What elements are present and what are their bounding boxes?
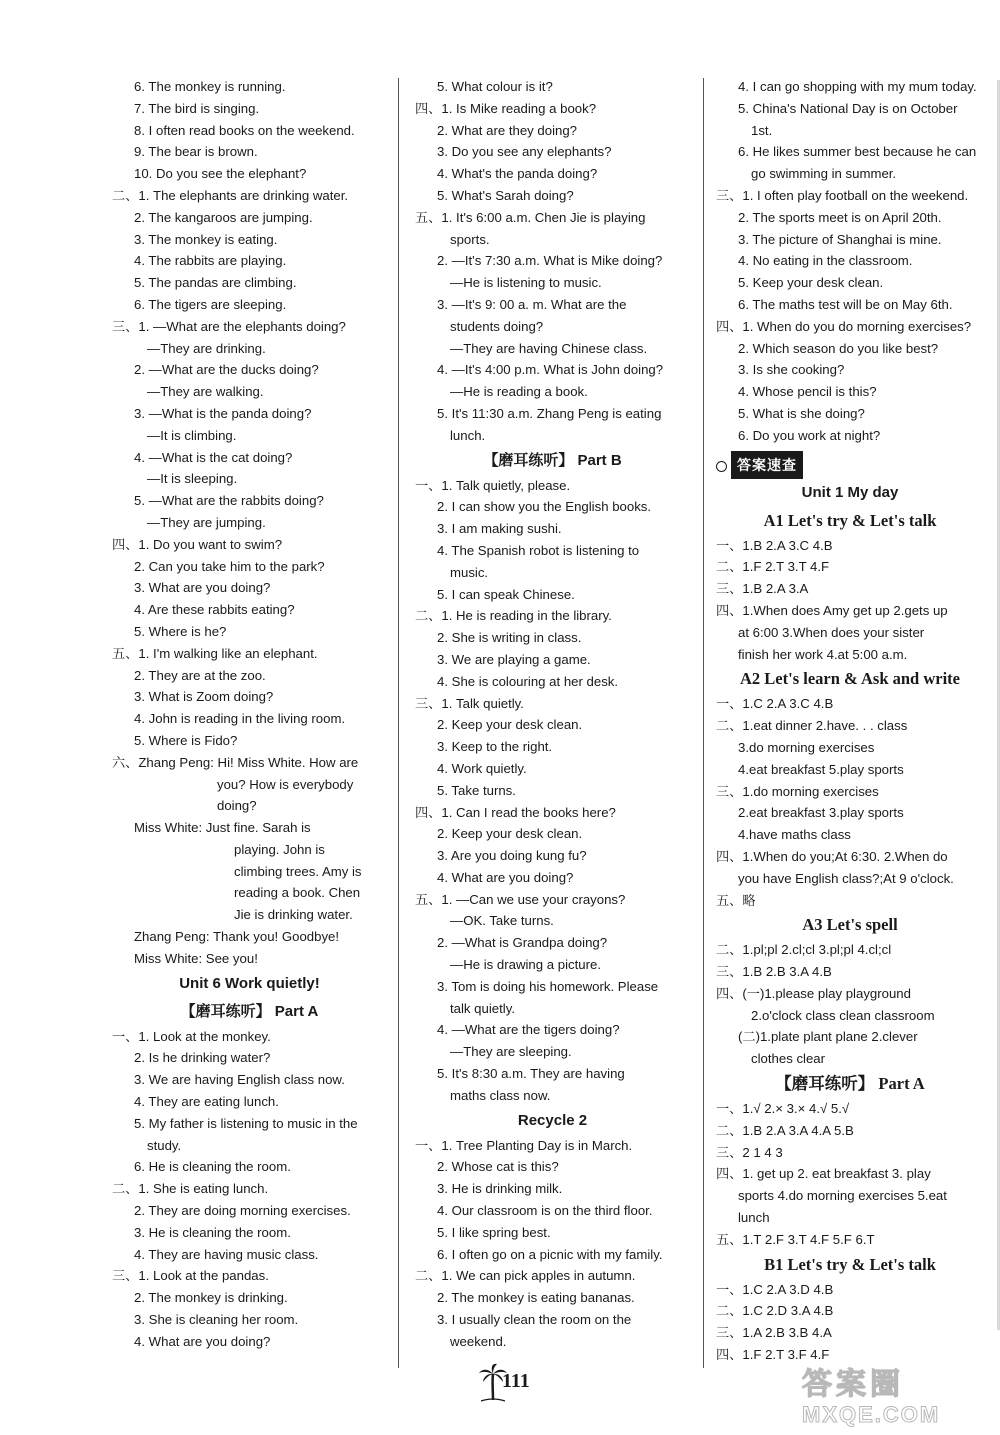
answer-line: 二、1.C 2.D 3.A 4.B: [716, 1303, 834, 1319]
answer-line: 二、1. He is reading in the library.: [415, 608, 612, 624]
answer-line: 6. The tigers are sleeping.: [134, 296, 287, 312]
answer-line: sports.: [450, 231, 490, 247]
answer-line: 5. It's 11:30 a.m. Zhang Peng is eating: [437, 405, 662, 421]
answer-line: 5. What colour is it?: [437, 79, 553, 94]
answer-line: 4. What are you doing?: [134, 1333, 271, 1349]
answer-line: 四、1. Do you want to swim?: [112, 536, 283, 552]
answer-line: 4. The rabbits are playing.: [134, 253, 287, 269]
page-number: 111: [502, 1370, 530, 1392]
answer-column-left: [112, 76, 387, 1353]
answer-line: 一、1. Talk quietly, please.: [415, 477, 571, 493]
answer-line: 3. We are having English class now.: [134, 1072, 345, 1088]
answer-line: go swimming in summer.: [751, 166, 897, 182]
answer-line: 三、1. —What are the elephants doing?: [112, 318, 346, 334]
answer-line: Miss White: See you!: [134, 950, 258, 966]
answer-line: —They are drinking.: [147, 340, 266, 356]
answer-line: 3. —It's 9: 00 a. m. What are the: [437, 296, 627, 312]
answer-line: —He is drawing a picture.: [450, 957, 601, 973]
answer-line: 1st.: [751, 122, 773, 138]
answer-line: 5. The pandas are climbing.: [134, 275, 297, 291]
answer-line: 四、1. get up 2. eat breakfast 3. play: [716, 1166, 931, 1182]
answer-line: study.: [147, 1137, 182, 1153]
answer-line: 5. It's 8:30 a.m. They are having: [437, 1066, 625, 1082]
answer-line: 2.eat breakfast 3.play sports: [738, 805, 904, 821]
answer-line: 10. Do you see the elephant?: [134, 166, 307, 182]
answer-line: —They are sleeping.: [450, 1044, 572, 1060]
answer-line: 2. The sports meet is on April 20th.: [738, 209, 942, 225]
answer-line: 3. I am making sushi.: [437, 521, 562, 537]
answer-line: talk quietly.: [450, 1000, 515, 1016]
section-heading: A3 Let's spell: [802, 915, 898, 935]
answer-line: students doing?: [450, 318, 544, 334]
answer-line: 4. —What are the tigers doing?: [437, 1022, 620, 1038]
answer-line: Zhang Peng: Thank you! Goodbye!: [134, 929, 340, 945]
answer-line: 4. No eating in the classroom.: [738, 253, 913, 269]
answer-line: 6. He likes summer best because he can: [738, 144, 977, 160]
answer-line: 一、1.C 2.A 3.C 4.B: [716, 696, 834, 712]
answer-line: weekend.: [450, 1333, 507, 1349]
answer-line: climbing trees. Amy is: [234, 863, 362, 879]
answer-line: 五、1.T 2.F 3.T 4.F 5.F 6.T: [716, 1231, 875, 1247]
answer-line: 二、1. We can pick apples in autumn.: [415, 1268, 636, 1284]
section-heading: A1 Let's try & Let's talk: [763, 510, 937, 530]
answer-line: 四、1. Can I read the books here?: [415, 804, 616, 820]
answer-line: 四、1. When do you do morning exercises?: [716, 318, 972, 334]
section-heading: 【磨耳练听】 Part A: [180, 1002, 319, 1020]
answer-key-label: 答案速查: [731, 451, 803, 479]
answer-line: 3. The monkey is eating.: [134, 231, 278, 247]
answer-line: 2. She is writing in class.: [437, 630, 582, 646]
answer-line: 一、1.C 2.A 3.D 4.B: [716, 1281, 834, 1297]
answer-line: 4. The Spanish robot is listening to: [437, 542, 640, 558]
answer-line: 5. What is she doing?: [738, 405, 865, 421]
answer-line: doing?: [217, 798, 257, 814]
answer-line: music.: [450, 564, 489, 580]
answer-line: 4. Work quietly.: [437, 760, 527, 776]
answer-line: 4. They are eating lunch.: [134, 1094, 279, 1110]
answer-line: 三、1. Look at the pandas.: [112, 1268, 269, 1284]
answer-line: 5. Where is Fido?: [134, 732, 238, 748]
magnifier-icon: [716, 461, 727, 472]
answer-line: 3. —What is the panda doing?: [134, 405, 312, 421]
answer-line: 三、1.B 2.A 3.A: [716, 581, 809, 597]
answer-line: 5. My father is listening to music in the: [134, 1115, 358, 1131]
answer-line: 三、1. I often play football on the weekend.: [716, 187, 969, 203]
answer-line: reading a book. Chen: [234, 885, 361, 901]
answer-line: 4. She is colouring at her desk.: [437, 673, 619, 689]
answer-line: 4. Whose pencil is this?: [738, 384, 877, 400]
answer-line: 2. —It's 7:30 a.m. What is Mike doing?: [437, 253, 663, 269]
answer-line: 2. Which season do you like best?: [738, 340, 939, 356]
answer-line: 2. The monkey is drinking.: [134, 1290, 288, 1306]
answer-line: 2. What are they doing?: [437, 122, 578, 138]
answer-line: 9. The bear is brown.: [134, 144, 258, 160]
answer-line: 7. The bird is singing.: [134, 100, 260, 116]
section-heading: A2 Let's learn & Ask and write: [740, 669, 960, 689]
section-heading: Unit 6 Work quietly!: [179, 974, 320, 992]
answer-line: clothes clear: [751, 1051, 826, 1067]
answer-line: 六、Zhang Peng: Hi! Miss White. How are: [112, 754, 359, 770]
answer-line: 6. He is cleaning the room.: [134, 1159, 291, 1175]
answer-line: maths class now.: [450, 1087, 551, 1103]
answer-line: 五、1. —Can we use your crayons?: [415, 891, 626, 907]
answer-line: 3. What are you doing?: [134, 580, 271, 596]
column-divider: [398, 78, 399, 1368]
answer-line: 4. What's the panda doing?: [437, 166, 598, 182]
section-heading: Unit 1 My day: [801, 483, 899, 501]
answer-line: —OK. Take turns.: [450, 913, 554, 929]
answer-line: 一、1. Tree Planting Day is in March.: [415, 1137, 633, 1153]
answer-line: 4. John is reading in the living room.: [134, 711, 346, 727]
answer-line: 2. Can you take him to the park?: [134, 558, 325, 574]
answer-key-heading: [716, 451, 984, 479]
answer-line: 2. —What are the ducks doing?: [134, 362, 319, 378]
answer-line: 四、1.When do you;At 6:30. 2.When do: [716, 848, 948, 864]
answer-line: 三、1.do morning exercises: [716, 783, 879, 799]
answer-line: 8. I often read books on the weekend.: [134, 122, 355, 138]
answer-line: 2. —What is Grandpa doing?: [437, 935, 608, 951]
answer-line: 一、1.B 2.A 3.C 4.B: [716, 537, 833, 553]
answer-line: you? How is everybody: [217, 776, 354, 792]
answer-column-middle: [415, 76, 690, 1353]
answer-line: 五、1. It's 6:00 a.m. Chen Jie is playing: [415, 209, 646, 225]
answer-line: 5. China's National Day is on October: [738, 100, 958, 116]
answer-line: finish her work 4.at 5:00 a.m.: [738, 646, 908, 662]
answer-line: 4. They are having music class.: [134, 1246, 319, 1262]
answer-line: —They are having Chinese class.: [450, 340, 648, 356]
answer-line: Jie is drinking water.: [234, 907, 353, 923]
answer-line: 4. —It's 4:00 p.m. What is John doing?: [437, 362, 664, 378]
answer-line: —It is climbing.: [147, 427, 237, 443]
answer-line: 四、1. Is Mike reading a book?: [415, 100, 597, 116]
section-heading: B1 Let's try & Let's talk: [764, 1254, 936, 1274]
answer-line: 3. What is Zoom doing?: [134, 689, 274, 705]
answer-line: Miss White: Just fine. Sarah is: [134, 820, 311, 836]
answer-line: 5. Where is he?: [134, 623, 227, 639]
answer-line: 一、1.√ 2.× 3.× 4.√ 5.√: [716, 1101, 850, 1117]
answer-line: playing. John is: [234, 841, 325, 857]
answer-line: 二、1. The elephants are drinking water.: [112, 187, 349, 203]
watermark-url-text: MXQE.COM: [802, 1402, 941, 1427]
answer-line: 四、(一)1.please play playground: [716, 985, 911, 1001]
answer-line: —He is reading a book.: [450, 384, 588, 400]
answer-line: 三、1.A 2.B 3.B 4.A: [716, 1325, 832, 1341]
answer-line: 5. I can speak Chinese.: [437, 586, 575, 602]
answer-line: 二、1.eat dinner 2.have. . . class: [716, 718, 908, 734]
answer-line: 二、1.F 2.T 3.T 4.F: [716, 559, 830, 575]
answer-line: 二、1.pl;pl 2.cl;cl 3.pl;pl 4.cl;cl: [716, 942, 892, 958]
column-divider: [703, 78, 704, 1368]
answer-line: lunch: [738, 1210, 770, 1226]
answer-line: 三、1. Talk quietly.: [415, 695, 524, 711]
answer-line: 2. Keep your desk clean.: [437, 826, 583, 842]
answer-line: 5. I like spring best.: [437, 1224, 551, 1240]
answer-line: 3. Keep to the right.: [437, 739, 553, 755]
answer-column-right: [716, 76, 984, 1366]
answer-line: 2. I can show you the English books.: [437, 499, 652, 515]
watermark-logo-text: 答案圈: [802, 1368, 904, 1401]
answer-line: 3. He is cleaning the room.: [134, 1224, 291, 1240]
answer-line: 3. Are you doing kung fu?: [437, 848, 587, 864]
answer-line: 2. They are at the zoo.: [134, 667, 266, 683]
answer-line: 6. Do you work at night?: [738, 427, 881, 443]
answer-line: 三、2 1 4 3: [716, 1144, 783, 1160]
answer-line: 五、1. I'm walking like an elephant.: [112, 645, 318, 661]
answer-line: 3.do morning exercises: [738, 739, 875, 755]
answer-line: 四、1.When does Amy get up 2.gets up: [716, 602, 948, 618]
answer-line: 3. Tom is doing his homework. Please: [437, 978, 659, 994]
answer-line: 一、1. Look at the monkey.: [112, 1028, 271, 1044]
answer-line: 2.o'clock class clean classroom: [751, 1007, 935, 1023]
answer-line: at 6:00 3.When does your sister: [738, 624, 925, 640]
answer-line: 五、略: [716, 892, 756, 908]
section-heading: Recycle 2: [517, 1111, 588, 1129]
answer-line: 6. The monkey is running.: [134, 79, 286, 94]
answer-line: sports 4.do morning exercises 5.eat: [738, 1188, 947, 1204]
answer-line: 3. He is drinking milk.: [437, 1181, 563, 1197]
answer-line: 三、1.B 2.B 3.A 4.B: [716, 964, 832, 980]
answer-line: 3. Is she cooking?: [738, 362, 845, 378]
answer-line: 5. Keep your desk clean.: [738, 275, 884, 291]
answer-line: —They are jumping.: [147, 514, 266, 530]
section-heading: 【磨耳练听】 Part B: [483, 451, 622, 469]
answer-line: 5. What's Sarah doing?: [437, 187, 574, 203]
answer-line: 2. Is he drinking water?: [134, 1050, 271, 1066]
answer-line: 二、1. She is eating lunch.: [112, 1181, 269, 1197]
answer-line: 二、1.B 2.A 3.A 4.A 5.B: [716, 1122, 854, 1138]
answer-line: 2. The monkey is eating bananas.: [437, 1290, 635, 1306]
site-watermark: [802, 1368, 982, 1430]
answer-line: 3. I usually clean the room on the: [437, 1312, 632, 1328]
answer-line: —They are walking.: [147, 384, 264, 400]
answer-line: 4. Are these rabbits eating?: [134, 602, 295, 618]
section-heading: 【磨耳练听】 Part A: [775, 1074, 925, 1094]
answer-line: lunch.: [450, 427, 486, 443]
answer-line: 3. Do you see any elephants?: [437, 144, 612, 160]
answer-line: 4. I can go shopping with my mum today.: [738, 79, 977, 94]
answer-line: 2. Keep your desk clean.: [437, 717, 583, 733]
answer-line: 5. Take turns.: [437, 782, 516, 798]
answer-line: 6. I often go on a picnic with my family.: [437, 1246, 663, 1262]
answer-line: 2. The kangaroos are jumping.: [134, 209, 313, 225]
answer-line: 5. —What are the rabbits doing?: [134, 493, 324, 509]
answer-line: 4.eat breakfast 5.play sports: [738, 761, 904, 777]
answer-line: (二)1.plate plant plane 2.clever: [738, 1029, 918, 1045]
answer-line: you have English class?;At 9 o'clock.: [738, 870, 954, 886]
answer-line: —He is listening to music.: [450, 275, 602, 291]
answer-line: 四、1.F 2.T 3.F 4.F: [716, 1347, 830, 1363]
answer-line: 3. We are playing a game.: [437, 651, 591, 667]
answer-line: 3. She is cleaning her room.: [134, 1312, 299, 1328]
answer-line: 4. —What is the cat doing?: [134, 449, 293, 465]
page-footer: [478, 1362, 568, 1402]
answer-line: 3. The picture of Shanghai is mine.: [738, 231, 942, 247]
answer-line: 6. The maths test will be on May 6th.: [738, 296, 953, 312]
answer-line: —It is sleeping.: [147, 471, 238, 487]
answer-line: 4. Our classroom is on the third floor.: [437, 1203, 653, 1219]
answer-line: 2. They are doing morning exercises.: [134, 1203, 351, 1219]
answer-line: 2. Whose cat is this?: [437, 1159, 559, 1175]
answer-line: 4. What are you doing?: [437, 869, 574, 885]
answer-line: 4.have maths class: [738, 827, 851, 843]
